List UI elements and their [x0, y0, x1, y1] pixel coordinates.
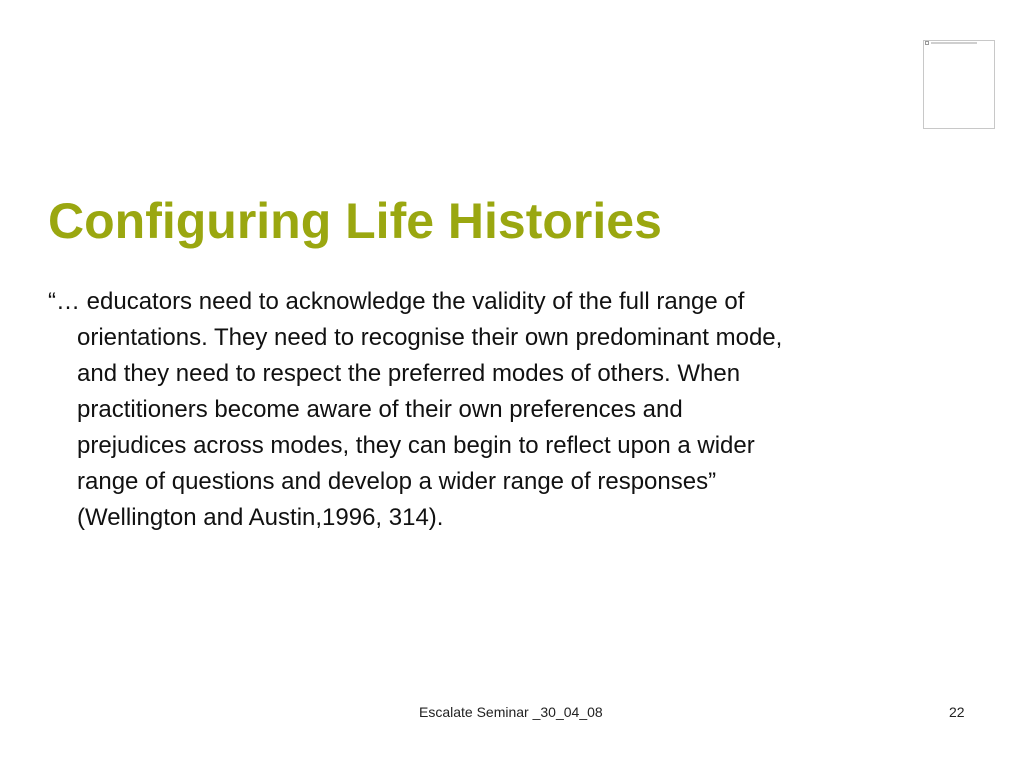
slide-footer: Escalate Seminar _30_04_08 — [419, 704, 603, 720]
slide-title: Configuring Life Histories — [48, 193, 662, 249]
quote-line: and they need to respect the preferred modes of others. When — [77, 360, 741, 387]
image-placeholder-caption — [931, 42, 977, 44]
slide-number: 22 — [949, 704, 965, 720]
quote-line: orientations. They need to recognise their own predominant mode, — [77, 324, 783, 351]
quote-line: practitioners become aware of their own preferences and — [77, 396, 683, 423]
quote-line: “… educators need to acknowledge the validity of the full range of — [48, 288, 745, 315]
quote-body — [48, 284, 978, 536]
broken-image-icon — [925, 41, 929, 45]
quote-line: range of questions and develop a wider range of responses” — [77, 468, 717, 495]
quote-line: prejudices across modes, they can begin to reflect upon a wider — [77, 432, 755, 459]
quote-line: (Wellington and Austin,1996, 314). — [77, 504, 444, 531]
image-placeholder-frame — [923, 40, 995, 129]
